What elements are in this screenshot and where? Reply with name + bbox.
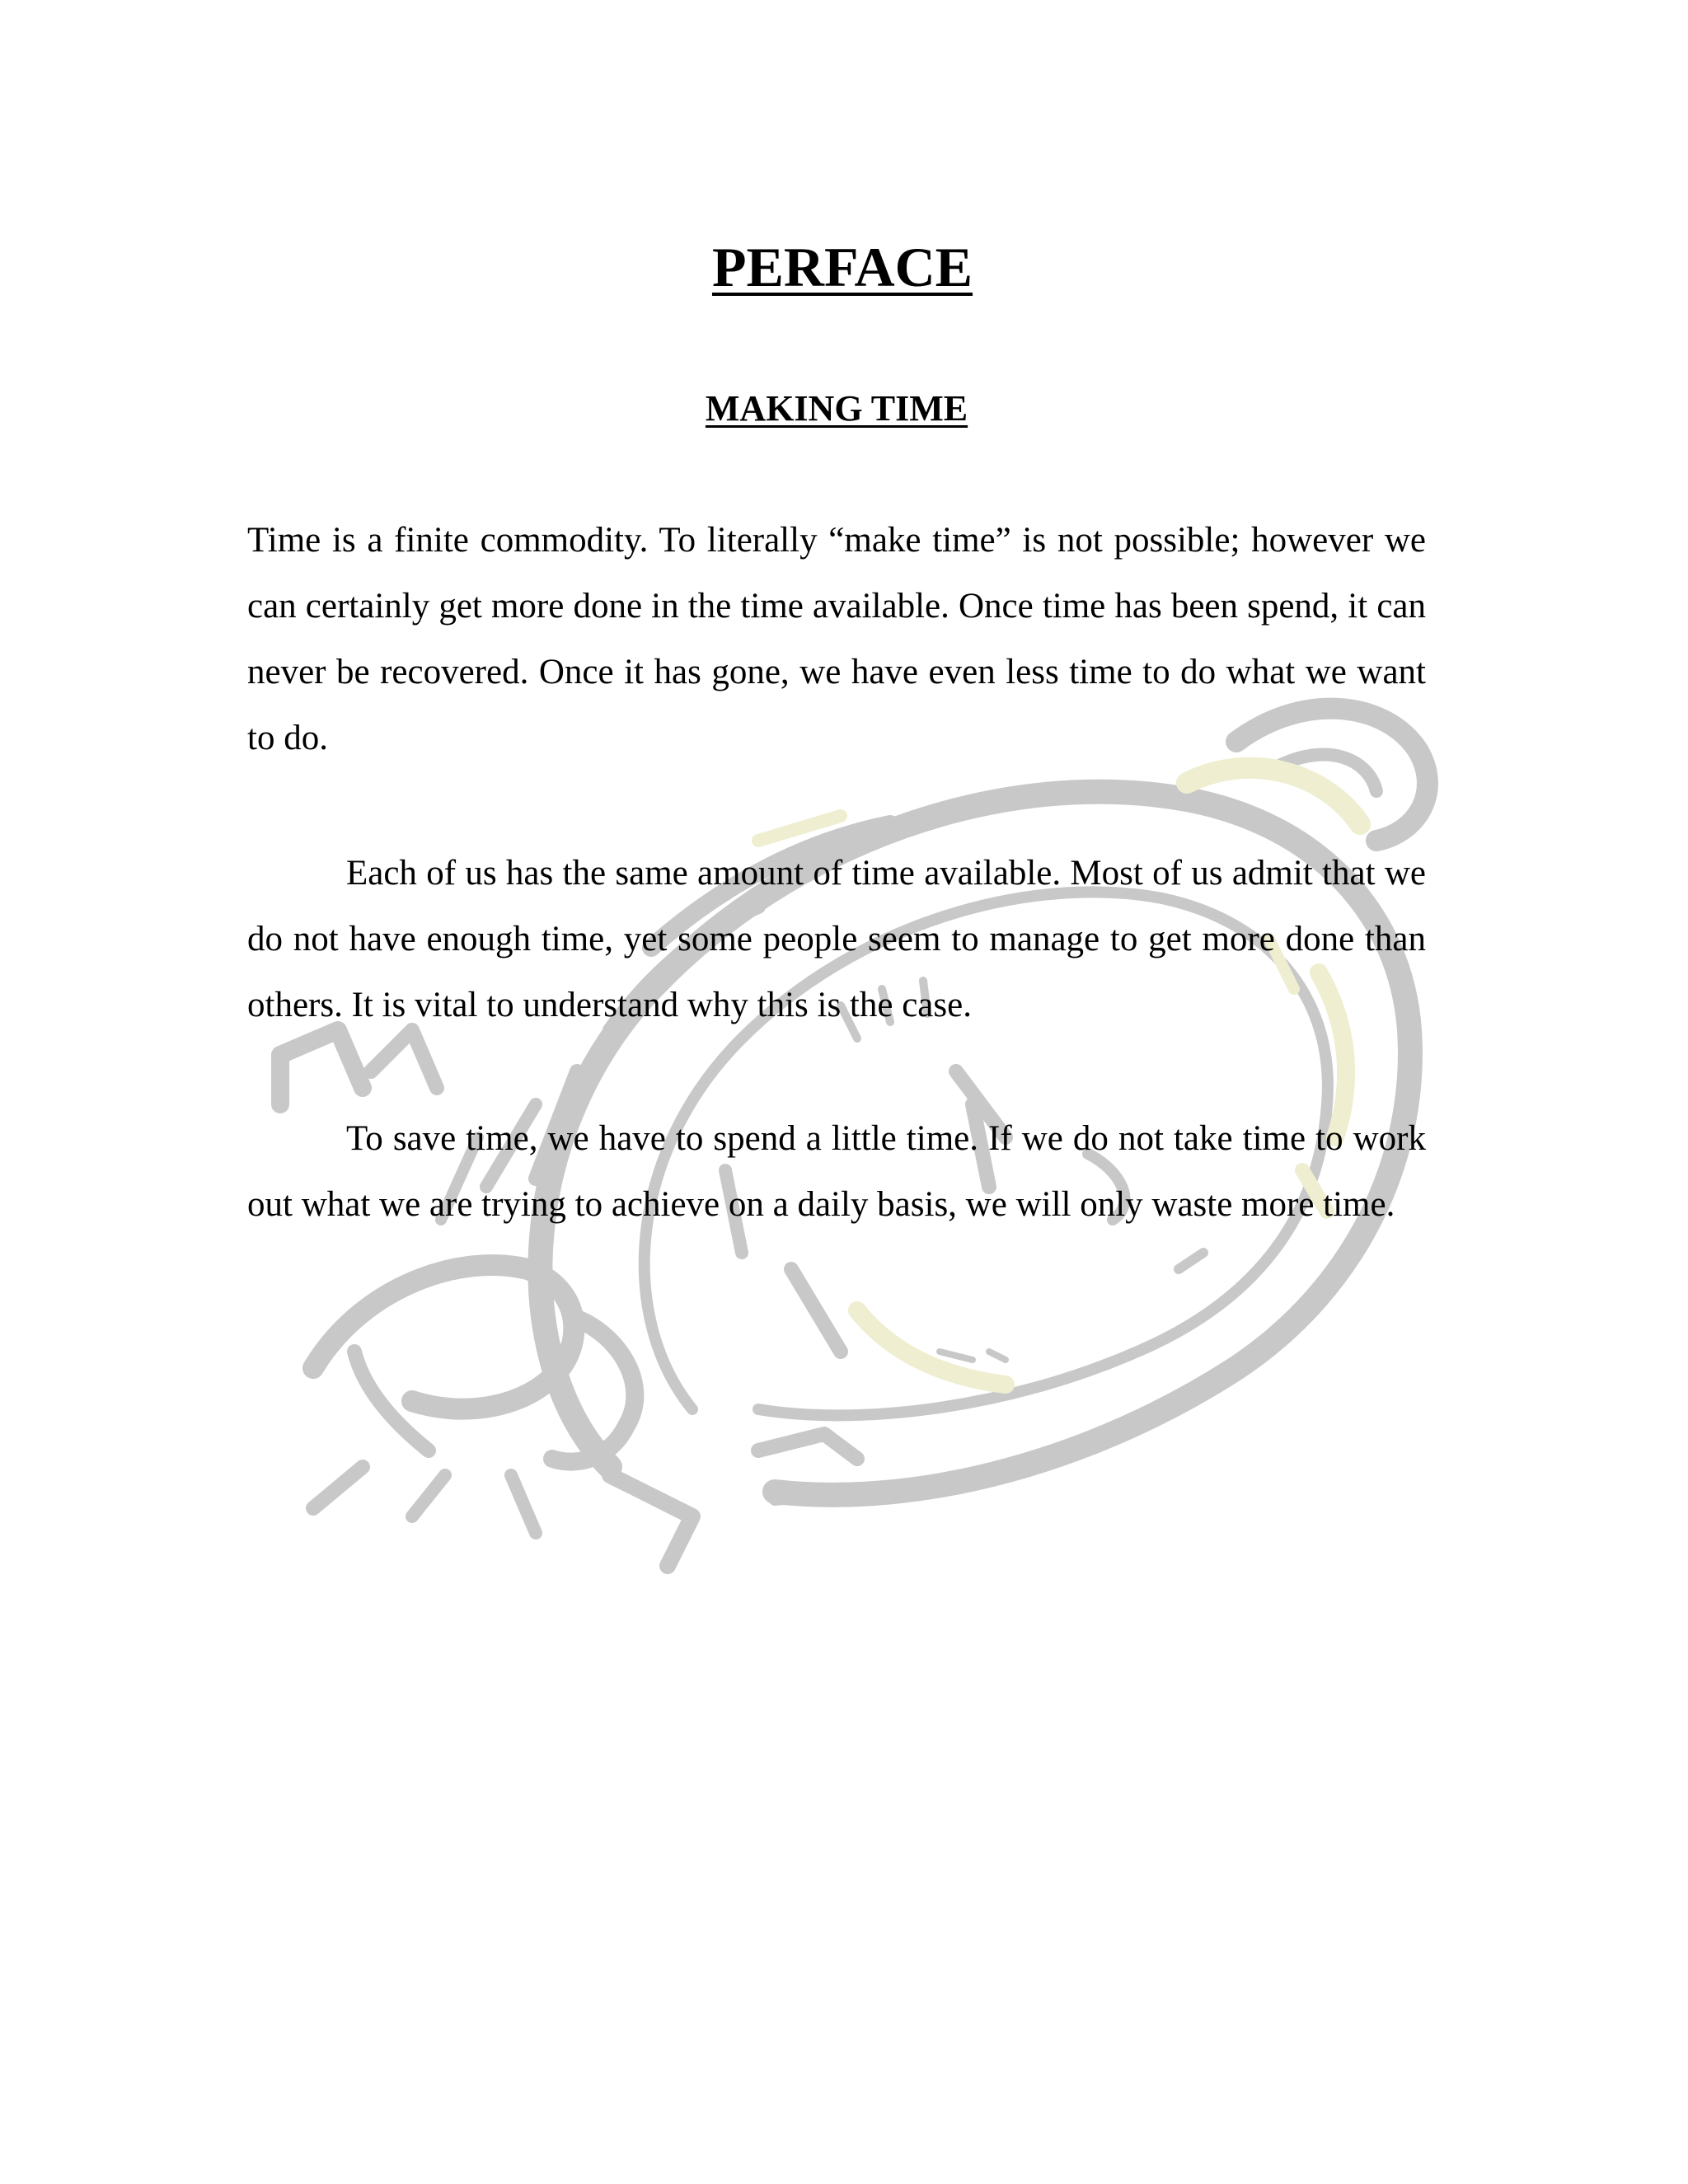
section-heading — [247, 386, 1426, 432]
section-heading-text: MAKING TIME — [705, 388, 968, 429]
page-title — [247, 232, 1426, 302]
page-title-text: PERFACE — [711, 236, 973, 298]
paragraph-2: Each of us has the same amount of time available. Most of us admit that we do not have enough time, yet some people seem to manage to get more done than others. It is vital to understand why this is the case. — [247, 854, 1426, 1024]
paragraph-1: Time is a finite commodity. To literally “make time” is not possible; however we can certainly get more done in the time available. Once time has been spend, it can never be recovered. Once it has gone, we have even less time to do what we want to do. — [247, 521, 1426, 757]
paragraph-3: To save time, we have to spend a little time. If we do not take time to work out what we are trying to achieve on a daily basis, we will only waste more time. — [247, 1119, 1426, 1224]
